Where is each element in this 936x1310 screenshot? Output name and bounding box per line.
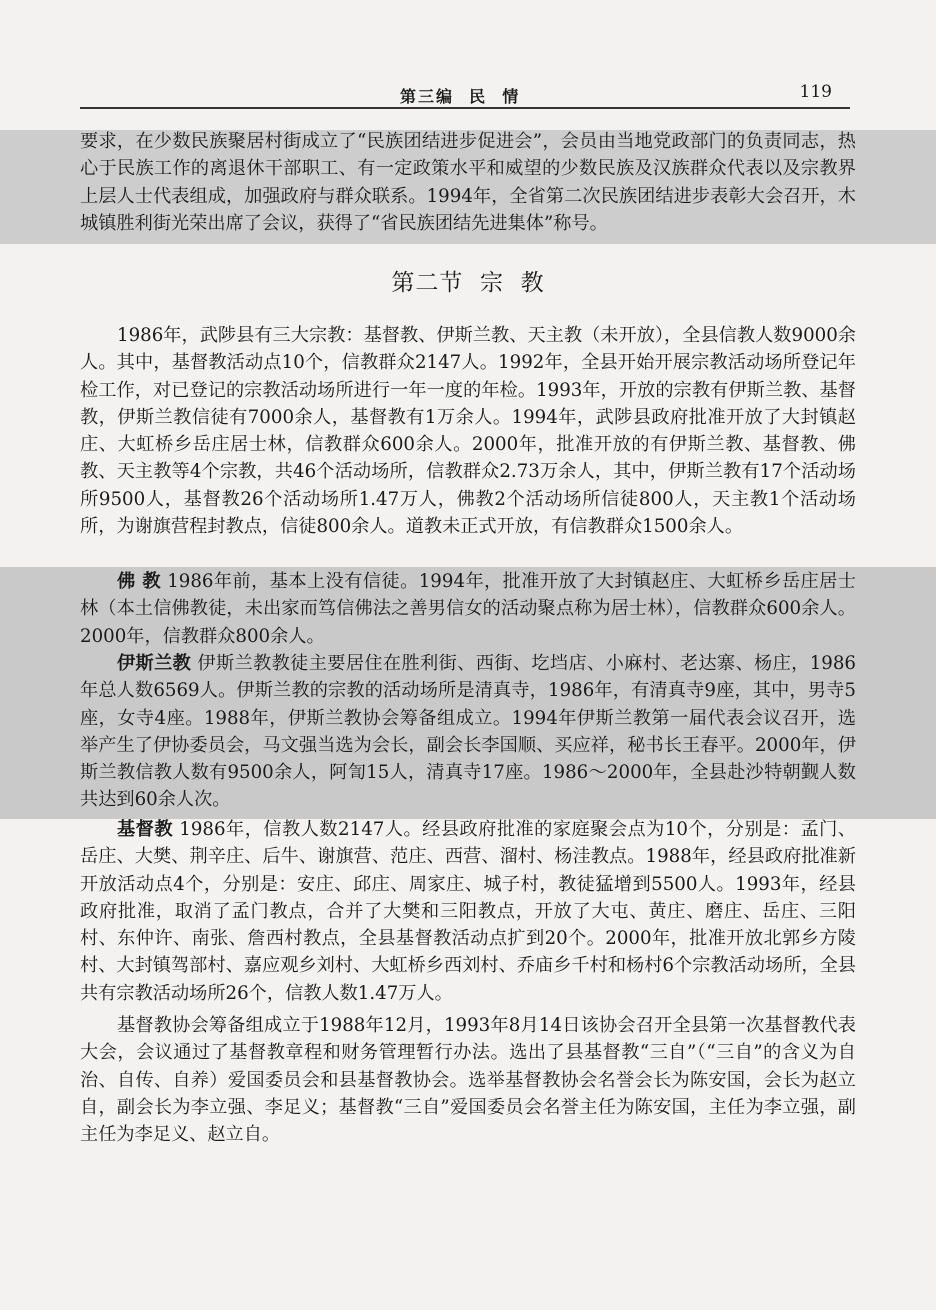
running-title: 第三编 民 情 xyxy=(400,87,521,106)
paragraph-christianity xyxy=(80,816,856,1007)
page-header xyxy=(80,78,850,108)
section-title: 第二节 宗 教 xyxy=(391,270,545,296)
paragraph-intro: 1986年，武陟县有三大宗教：基督教、伊斯兰教、天主教（未开放），全县信教人数9000余人。其中，基督教活动点10个，信教群众2147人。1992年，全县开始开展宗教活动场所登记年检工作，对已登记的宗教活动场所进行一年一度的年检。1993年，开放的宗教有伊斯兰教、基督教，伊斯兰教信徒有7000余人，基督教有1万余人。1994年，武陟县政府批准开放了大封镇赵庄、大虹桥乡岳庄居士林，信教群众600余人。2000年，批准开放的有伊斯兰教、基督教、佛教、天主教等4个宗教，共46个活动场所，信教群众2.73万余人，其中，伊斯兰教有17个活动场所9500人，基督教26个活动场所1.47万人，佛教2个活动场所信徒800人，天主教1个活动场所，为谢旗营程封教点，信徒800余人。道教未正式开放，有信教群众1500余人。 xyxy=(80,325,856,538)
term-christianity: 基督教 xyxy=(117,819,174,840)
text-islam: 伊斯兰教教徒主要居住在胜利街、西街、圪垱店、小麻村、老达寨、杨庄，1986年总人数6569人。伊斯兰教的宗教的活动场所是清真寺，1986年，有清真寺9座，其中，男寺5座，女寺4座。1988年，伊斯兰教协会筹备组成立。1994年伊斯兰教第一届代表会议召开，选举产生了伊协委员会，马文强当选为会长，副会长李国顺、买应祥，秘书长王春平。2000年，伊斯兰教信教人数有9500余人，阿訇15人，清真寺17座。1986～2000年，全县赴沙特朝觐人数共达到60余人次。 xyxy=(80,653,856,811)
text-christianity: 1986年，信教人数2147人。经县政府批准的家庭聚会点为10个，分别是：孟门、岳庄、大樊、荆辛庄、后牛、谢旗营、范庄、西营、溜村、杨洼教点。1988年，经县政府批准新开放活动点4个，分别是：安庄、邱庄、周家庄、城子村，教徒猛增到5500人。1993年，经县政府批准，取消了孟门教点，合并了大樊和三阳教点，开放了大屯、黄庄、磨庄、岳庄、三阳村、东仲许、南张、詹西村教点，全县基督教活动点扩到20个。2000年，批准开放北郭乡方陵村、大封镇驾部村、嘉应观乡刘村、大虹桥乡西刘村、乔庙乡千村和杨村6个宗教活动场所，全县共有宗教活动场所26个，信教人数1.47万人。 xyxy=(80,819,856,1004)
paragraph-continuation: 要求，在少数民族聚居村街成立了“民族团结进步促进会”，会员由当地党政部门的负责同志，热心于民族工作的离退休干部职工、有一定政策水平和威望的少数民族及汉族群众代表以及宗教界上层人士代表组成，加强政府与群众联系。1994年，全省第二次民族团结进步表彰大会召开，木城镇胜利街光荣出席了会议，获得了“省民族团结先进集体”称号。 xyxy=(80,131,856,234)
paragraph-christian-association: 基督教协会筹备组成立于1988年12月，1993年8月14日该协会召开全县第一次基督教代表大会，会议通过了基督教章程和财务管理暂行办法。选出了县基督教“三自”（“三自”的含义为自治、自传、自养）爱国委员会和县基督教协会。选举基督教协会名誉会长为陈安国，会长为赵立自，副会长为李立强、李足义；基督教“三自”爱国委员会名誉主任为陈安国，主任为李立强，副主任为李足义、赵立自。 xyxy=(80,1015,856,1146)
paragraph-islam xyxy=(80,650,856,814)
term-buddhism: 佛 教 xyxy=(117,571,161,592)
header-rule xyxy=(80,107,850,109)
page-number: 119 xyxy=(799,82,832,102)
paragraph-buddhism xyxy=(80,568,856,650)
term-islam: 伊斯兰教 xyxy=(117,653,192,674)
text-buddhism: 1986年前，基本上没有信徒。1994年，批准开放了大封镇赵庄、大虹桥乡岳庄居士林（本土信佛教徒，未出家而笃信佛法之善男信女的活动聚点称为居士林），信教群众600余人。2000年，信教群众800余人。 xyxy=(80,571,856,647)
